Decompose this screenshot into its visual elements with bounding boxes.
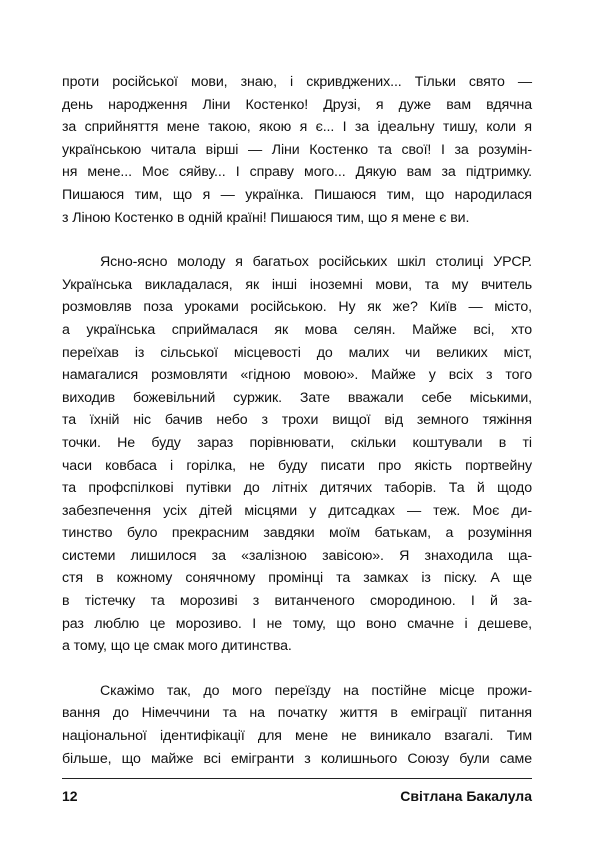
text-line: Ясно-ясно молоду я багатьох російських шкіл столиці УРСР. bbox=[100, 254, 532, 271]
text-line: системи лишилося за «залізною завісою». Я знаходила ща- bbox=[62, 547, 532, 564]
text-line: а тому, що це смак мого дитинства. bbox=[62, 638, 292, 655]
footer-divider bbox=[62, 778, 532, 779]
text-line: Українська викладалася, як інші іноземні мови, та му вчитель bbox=[62, 276, 532, 293]
paragraph-3 bbox=[62, 680, 532, 770]
text-line: в тістечку та морозиві з витанченого смородиною. І й за- bbox=[62, 593, 532, 610]
page-body bbox=[62, 71, 532, 770]
text-line: переїхав із сільської місцевості до малих чи великих міст, bbox=[62, 344, 532, 361]
text-line: раз люблю це морозиво. І не тому, що воно смачне і дешеве, bbox=[62, 615, 532, 632]
paragraph-2 bbox=[62, 251, 532, 658]
text-line: більше, що майже всі емігранти з колишнього Союзу були саме bbox=[62, 750, 532, 767]
text-line: за сприйняття мене такою, якою я є... І за ідеальну тишу, коли я bbox=[62, 119, 532, 136]
text-line: стя в кожному сонячному промінці та замках із піску. А ще bbox=[62, 570, 532, 587]
text-line: намагалися розмовляти «гідною мовою». Майже у всіх з того bbox=[62, 367, 532, 384]
text-line: тинство було прекрасним завдяки моїм батькам, а розуміння bbox=[62, 525, 532, 542]
text-line: виходив божевільний суржик. Зате вважали себе міськими, bbox=[62, 389, 532, 406]
text-line: Пишаюся тим, що я — українка. Пишаюся тим, що народилася bbox=[62, 186, 532, 203]
text-line: та профспілкові путівки до літніх дитячих таборів. Та й щодо bbox=[62, 480, 532, 497]
page-footer bbox=[62, 788, 532, 804]
text-line: ня мене... Моє сяйву... І справу мого... Дякую вам за підтримку. bbox=[62, 164, 532, 181]
text-line: вання до Німеччини та на початку життя в еміграції питання bbox=[62, 705, 532, 722]
text-line: Скажімо так, до мого переїзду на постійне місце прожи- bbox=[100, 682, 532, 699]
text-line: національної ідентифікації для мене не виникало взагалі. Тим bbox=[62, 728, 532, 745]
paragraph-1 bbox=[62, 71, 532, 229]
text-line: та їхній ніс бачив небо з трохи вищої від земного тяжіння bbox=[62, 412, 532, 429]
text-line: а українська сприймалася як мова селян. Майже всі, хто bbox=[62, 321, 532, 338]
text-line: забезпечення усіх дітей місцями у дитсадках — теж. Моє ди- bbox=[62, 502, 532, 519]
text-line: точки. Не буду зараз порівнювати, скільки коштували в ті bbox=[62, 434, 532, 451]
text-line: часи ковбаса і горілка, не буду писати про якість портвейну bbox=[62, 457, 532, 474]
text-line: день народження Ліни Костенко! Друзі, я дуже вам вдячна bbox=[62, 96, 532, 113]
text-line: українською читала вірші — Ліни Костенко та свої! І за розумін- bbox=[62, 141, 532, 158]
running-author: Світлана Бакалула bbox=[400, 788, 532, 804]
text-line: з Ліною Костенко в одній країні! Пишаюся тим, що я мене є ви. bbox=[62, 209, 470, 226]
page-number: 12 bbox=[62, 788, 78, 804]
text-line: розмовляв поза уроками російською. Ну як же? Київ — місто, bbox=[62, 299, 532, 316]
text-line: проти російської мови, знаю, і скривджених... Тільки свято — bbox=[62, 74, 532, 90]
